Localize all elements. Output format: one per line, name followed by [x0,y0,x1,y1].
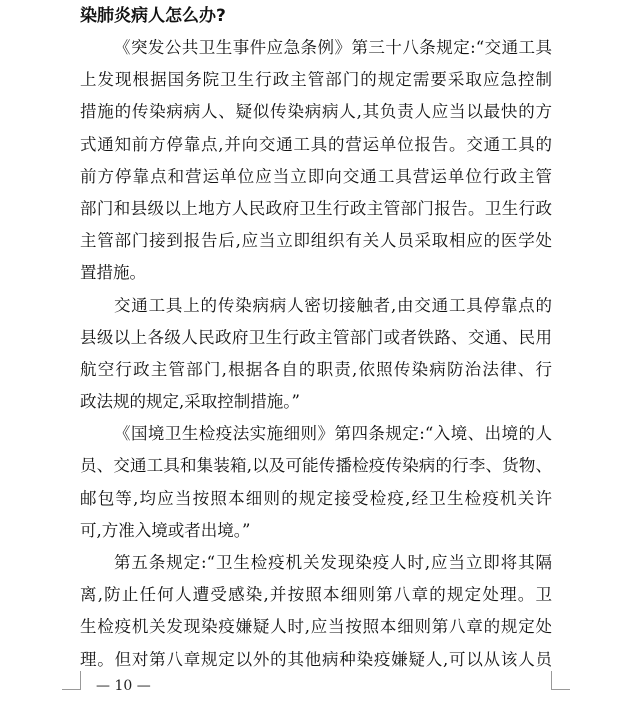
paragraph-emergency-regulation [80,32,552,290]
text-line: 式通知前方停靠点,并向交通工具的营运单位报告。交通工具的 [80,134,552,154]
text-line: 《国境卫生检疫法实施细则》第四条规定:“入境、出境的人 [114,424,552,444]
page-corner-mark-right [551,671,570,690]
text-line: 主管部门接到报告后,应当立即组织有关人员采取相应的医学处 [80,231,552,251]
section-heading: 染肺炎病人怎么办? [80,6,226,26]
text-line: 生检疫机关发现染疫嫌疑人时,应当按照本细则第八章的规定处 [80,617,552,637]
paragraph-close-contacts [80,290,552,419]
text-line: 置措施。 [80,263,146,283]
text-line: 部门和县级以上地方人民政府卫生行政主管部门报告。卫生行政 [80,198,552,218]
text-line: 可,方准入境或者出境。” [80,520,251,540]
text-line: 上发现根据国务院卫生行政主管部门的规定需要采取应急控制 [80,70,552,90]
text-line: 邮包等,均应当按照本细则的规定接受检疫,经卫生检疫机关许 [80,488,552,508]
text-line: 航空行政主管部门,根据各自的职责,依照传染病防治法律、行 [80,359,552,379]
text-line: 交通工具上的传染病病人密切接触者,由交通工具停靠点的 [114,295,552,315]
text-line: 第五条规定:“卫生检疫机关发现染疫人时,应当立即将其隔 [114,553,552,572]
page-number: — 10 — [96,678,151,694]
text-line: 县级以上各级人民政府卫生行政主管部门或者铁路、交通、民用 [80,327,552,347]
text-line: 措施的传染病病人、疑似传染病病人,其负责人应当以最快的方 [80,102,552,122]
text-line: 离,防止任何人遭受感染,并按照本细则第八章的规定处理。卫 [80,585,552,605]
text-line: 政法规的规定,采取控制措施。” [80,392,300,412]
text-line: 《突发公共卫生事件应急条例》第三十八条规定:“交通工具 [114,38,552,57]
body-text [80,32,552,676]
text-line: 前方停靠点和营运单位应当立即向交通工具营运单位行政主管 [80,166,552,186]
paragraph-quarantine-article-4 [80,418,552,547]
page-corner-mark-left [62,671,81,690]
paragraph-quarantine-article-5 [80,547,552,676]
text-line: 员、交通工具和集装箱,以及可能传播检疫传染病的行李、货物、 [80,456,552,476]
text-line: 理。但对第八章规定以外的其他病种染疫嫌疑人,可以从该人员 [80,649,552,669]
